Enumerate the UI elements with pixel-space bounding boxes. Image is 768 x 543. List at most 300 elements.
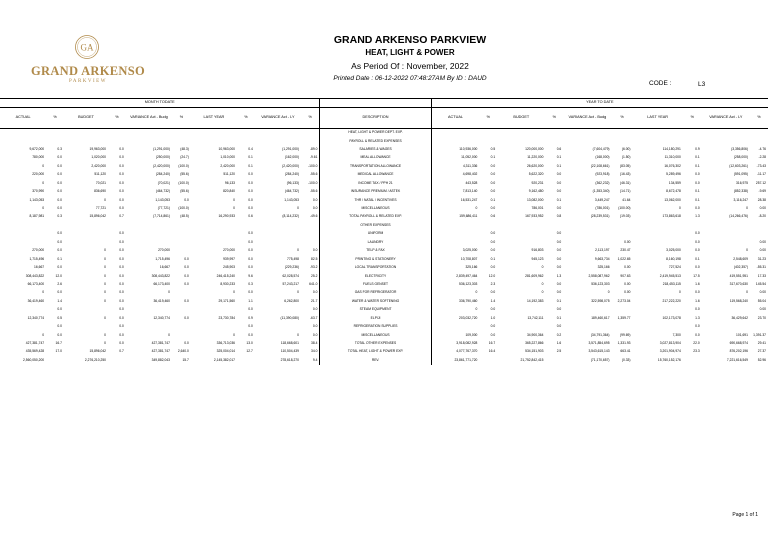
row-value: 230.47 [620, 248, 631, 253]
row-value: 36,419,460 [153, 298, 170, 303]
row-description: PAYROLL & RELATED EXPENSES [320, 137, 431, 145]
report-table [0, 98, 768, 365]
row-value: 0.0 [490, 332, 496, 337]
row-value [497, 137, 545, 145]
row-value: 0.0 [312, 248, 318, 253]
row-value [683, 221, 702, 229]
row-value: 7,813,140 [462, 189, 478, 194]
row-value [64, 323, 108, 331]
row-value: 641.0 [309, 281, 318, 286]
row-value: 0.00 [624, 281, 631, 286]
row-value: 0.0 [184, 315, 189, 320]
row-value: 12,340,774 [153, 315, 170, 320]
row-value [255, 238, 301, 246]
row-value: 534,151,903 [525, 349, 544, 354]
row-value: 10,963,000 [218, 146, 235, 151]
row-value: 21.7 [311, 298, 318, 303]
row-value: (70,021) [157, 180, 170, 185]
row-value [108, 129, 126, 137]
row-value: 1.4 [57, 298, 62, 303]
row-value: (16.43) [620, 172, 631, 177]
row-value: 10,708,807 [460, 256, 478, 261]
row-value: 0.0 [248, 231, 253, 236]
row-value: 0.0 [695, 172, 700, 177]
row-value: 2,558,087,962 [588, 273, 610, 278]
row-value: 1.6 [556, 341, 562, 345]
row-value: 9,162,480 [528, 189, 544, 194]
row-description: MEDICAL ALLOWANCE [320, 171, 431, 179]
row-description: INCOME TAX / PPH 21 [320, 179, 431, 187]
row-value: -8.20 [758, 214, 766, 219]
column-header: VARIANCE Act - Budg [126, 108, 172, 129]
table-row [0, 221, 768, 229]
row-value [255, 323, 301, 331]
row-value [0, 238, 46, 246]
row-value: 0.0 [57, 180, 62, 185]
row-value: 0.1 [248, 163, 253, 168]
row-value [497, 238, 545, 246]
row-value: 511,120 [94, 172, 107, 177]
row-value: 427,381,747 [25, 341, 45, 345]
row-value: (6.00) [621, 146, 631, 151]
row-value: 0 [104, 290, 107, 295]
row-value: 218,453,115 [662, 281, 681, 286]
row-value: (7,714,861) [153, 214, 170, 219]
row-value: 3,543,615,143 [588, 349, 610, 354]
row-value: 0.1 [490, 155, 496, 160]
row-value: 8,930,233 [220, 281, 235, 286]
row-value: 0.0 [248, 307, 253, 312]
row-value [545, 137, 563, 145]
row-value: 0.0 [184, 298, 189, 303]
brand-sub: PARKVIEW [69, 79, 107, 84]
row-value: 102,173,078 [662, 315, 681, 320]
row-value [563, 137, 611, 145]
row-value: 0.0 [695, 307, 700, 312]
row-value: 876,202,196 [729, 349, 748, 354]
printed-info: Printed Date : 06-12-2022 07:48:27AM By ID : DAUD [333, 75, 487, 82]
table-row [0, 145, 768, 153]
row-value: 0.0 [119, 231, 124, 236]
row-value: 945,123 [531, 256, 544, 261]
row-value: 34,900,364 [526, 332, 544, 337]
row-description: LAUNDRY [320, 238, 431, 246]
row-value: 0.0 [556, 172, 562, 177]
row-value: 0.0 [57, 155, 62, 160]
row-value: 14,192,383 [526, 298, 544, 303]
row-value: 0.0 [184, 281, 189, 286]
row-value [702, 221, 750, 229]
row-value: (96,133) [286, 180, 299, 185]
row-value: 0.3 [57, 214, 62, 219]
row-value: 1,022.65 [617, 256, 631, 261]
row-value [64, 221, 108, 229]
row-value: -100.0 [308, 163, 318, 168]
row-value: 13,062,000 [664, 197, 681, 202]
row-value [191, 238, 237, 246]
row-value: 0.00 [759, 206, 766, 210]
row-value: 4,698,402 [462, 172, 478, 177]
row-value: 245,903 [223, 265, 235, 270]
group-spacer [320, 99, 431, 108]
row-value: 0 [679, 290, 681, 295]
row-value: 0 [233, 206, 235, 210]
row-value: 4,077,767,370 [456, 349, 478, 354]
column-header-description: DESCRIPTION [320, 108, 431, 129]
row-value: (284,240) [155, 172, 170, 177]
table-row [0, 137, 768, 145]
row-value: 0 [168, 332, 170, 337]
row-value [683, 137, 702, 145]
code-value: L3 [698, 81, 706, 88]
row-value: 0.0 [57, 239, 62, 244]
row-value: 110,504,439 [280, 349, 299, 354]
row-value: 0.0 [248, 197, 253, 202]
row-value: 0.1 [556, 298, 562, 303]
row-value: 0.00 [759, 239, 766, 244]
row-description: TRANSPORTATION ALLOWANCE [320, 162, 431, 170]
row-value: (22,108,661) [590, 163, 610, 168]
row-value [126, 323, 172, 331]
column-header: VARIANCE Act - LY [702, 108, 750, 129]
row-value: 17.0 [55, 349, 62, 354]
row-value: 0 [42, 180, 45, 185]
row-value: (258,000) [733, 155, 748, 160]
row-value: 145.54 [755, 281, 766, 286]
row-value: 775,498 [287, 256, 299, 261]
row-value [172, 230, 191, 238]
row-value: 26,620,000 [526, 163, 544, 168]
row-description: TOTAL PAYROLL & RELATED EXP. [320, 213, 431, 221]
row-value: (46.31) [620, 180, 631, 185]
row-value: 0.0 [184, 256, 189, 261]
row-value [172, 289, 191, 297]
row-value [612, 129, 633, 137]
row-value: 0.0 [119, 341, 124, 345]
row-value [750, 137, 768, 145]
row-value: (83.05) [620, 163, 631, 168]
row-value [191, 306, 237, 314]
row-value: 12,340,774 [27, 315, 45, 320]
row-value: 57,243,217 [282, 281, 299, 286]
table-row [0, 129, 768, 137]
row-value: 0.0 [312, 332, 318, 337]
row-value: 0.0 [248, 189, 253, 194]
row-value: 349,882,043 [151, 357, 170, 362]
row-value: 23,730,784 [218, 315, 235, 320]
row-value: 1.6 [695, 298, 700, 303]
row-value: 0.0 [57, 332, 62, 337]
row-value: 511,120 [223, 172, 235, 177]
row-value: 15.7 [182, 357, 189, 362]
table-row [0, 238, 768, 246]
row-value [172, 238, 191, 246]
row-value: 4,311,336 [462, 163, 478, 168]
row-value: 0 [104, 315, 107, 320]
row-value: 0.7 [119, 349, 124, 354]
row-description: UNIFORM [320, 230, 431, 238]
row-value: 0.00 [759, 307, 766, 312]
row-value: 0 [104, 256, 107, 261]
row-value: 0.00 [624, 239, 631, 244]
row-value: 325,004,014 [216, 349, 235, 354]
row-description: SALARIES & WAGES [320, 145, 431, 153]
row-value: (19.03) [620, 214, 631, 219]
row-value: (2,420,000) [282, 163, 299, 168]
row-value [191, 221, 237, 229]
row-value [683, 129, 702, 137]
row-value: 0.0 [490, 290, 496, 295]
row-value: 0 [475, 290, 478, 295]
row-value: 0.0 [119, 307, 124, 312]
row-value [46, 129, 64, 137]
row-value: 0.0 [556, 256, 562, 261]
table-row [0, 314, 768, 322]
row-value: 101,691 [736, 332, 748, 337]
row-value: 0 [541, 281, 544, 286]
row-value: 0.0 [119, 197, 124, 202]
row-value: 15,760,152,176 [657, 357, 681, 362]
row-value: 36,419,460 [27, 298, 45, 303]
row-value: 0.0 [57, 189, 62, 194]
row-value: 0.0 [490, 248, 496, 253]
row-value: -55.6 [309, 172, 318, 177]
row-value [191, 323, 237, 331]
table-row [0, 264, 768, 272]
row-value: 118,668,601 [280, 341, 299, 345]
row-value: 0.4 [248, 146, 253, 151]
row-description: PRINTING & STATIONERY [320, 255, 431, 263]
row-value: (100.0) [178, 180, 189, 185]
row-value: 2,560,050,200 [23, 357, 45, 362]
column-header: % [46, 108, 64, 129]
row-value [431, 230, 479, 238]
row-value: 173,863,618 [662, 214, 681, 219]
row-value: 0.0 [695, 206, 700, 210]
row-value [702, 306, 750, 314]
row-value: 3,027,813,904 [659, 341, 681, 345]
row-value [126, 221, 172, 229]
row-value: 0.0 [248, 332, 253, 337]
row-value: (100.00) [618, 206, 631, 210]
row-value [750, 129, 768, 137]
row-value: 1.6 [695, 281, 700, 286]
row-value: 0.0 [695, 290, 700, 295]
row-value: 0.0 [248, 180, 253, 185]
row-value: 1,359.77 [617, 315, 631, 320]
row-value: 2,145,382,017 [213, 357, 235, 362]
row-value: 0.0 [57, 197, 62, 202]
table-row [0, 356, 768, 364]
row-value: 0.0 [119, 315, 124, 320]
column-header: BUDGET [64, 108, 108, 129]
column-header: LAST YEAR [191, 108, 237, 129]
row-value: 0 [541, 290, 544, 295]
row-value: 0 [297, 248, 299, 253]
column-header: % [172, 108, 191, 129]
row-value: (250,000) [155, 155, 170, 160]
row-description: TELP & FAX [320, 247, 431, 255]
row-description: WATER & WATER SOFTENING [320, 297, 431, 305]
row-value: 0.0 [490, 265, 496, 270]
row-value: 9,672,000 [29, 146, 45, 151]
row-value: 836,690 [94, 189, 107, 194]
row-value: 0.0 [490, 180, 496, 185]
row-value [545, 356, 563, 364]
row-value: -4.76 [758, 146, 766, 151]
row-value [545, 221, 563, 229]
row-value: 336,790,460 [459, 298, 478, 303]
row-value: (1.50) [621, 155, 631, 160]
row-value: 23.70 [757, 315, 766, 320]
row-value: 0 [233, 197, 235, 202]
row-value: 0 [42, 290, 45, 295]
row-value: 17.33 [757, 273, 766, 278]
row-value: 0 [297, 290, 299, 295]
brand-name: GRAND ARKENSO [31, 64, 145, 78]
row-value: -9.69 [758, 189, 766, 194]
row-value: 23.3 [693, 349, 700, 354]
row-value [126, 230, 172, 238]
row-value: 16.7 [55, 341, 62, 345]
row-value: 0 [297, 332, 299, 337]
table-row [0, 196, 768, 204]
row-value: 0.0 [248, 206, 253, 210]
row-value: 0.0 [248, 324, 253, 329]
row-value: 0.0 [490, 163, 496, 168]
row-value: 0 [746, 248, 748, 253]
row-value: 11,220,000 [527, 155, 544, 160]
row-value [633, 221, 683, 229]
row-value [702, 323, 750, 331]
row-value: 0.0 [119, 324, 124, 329]
row-value: 8,187,981 [29, 214, 45, 219]
row-value: 9.6 [248, 273, 253, 278]
row-description: MISCELLANEOUS [320, 331, 431, 339]
row-value: 0.0 [248, 172, 253, 177]
row-value: 257.12 [755, 180, 766, 185]
row-value: 0.0 [119, 273, 124, 278]
row-value: 308,443,822 [151, 273, 170, 278]
table-row [0, 331, 768, 339]
row-value: 27.37 [757, 349, 766, 354]
row-value: 0.0 [695, 231, 700, 236]
row-value: -100.0 [308, 180, 318, 185]
row-description: GAS FOR REFRIGERATOR [320, 289, 431, 297]
row-value: 0.5 [57, 315, 62, 320]
row-value [255, 137, 301, 145]
column-header: % [479, 108, 497, 129]
group-year-todate: YEAR TO DATE [431, 99, 768, 108]
row-value [126, 238, 172, 246]
row-value [497, 129, 545, 137]
row-value: 0.0 [184, 273, 189, 278]
row-value [64, 137, 108, 145]
logo-monogram-icon [74, 34, 100, 60]
row-value: 66,173,400 [153, 281, 170, 286]
row-value: 0.0 [695, 332, 700, 337]
row-value: 0.0 [119, 332, 124, 337]
row-value: 203,032,720 [459, 315, 478, 320]
row-description: MISCELLANEOUS [320, 204, 431, 212]
row-value [237, 356, 255, 364]
row-value: (48.3) [180, 146, 189, 151]
row-value: 167,933,952 [525, 214, 544, 219]
row-value: 0.0 [248, 248, 253, 253]
row-value: 13,082,000 [526, 197, 544, 202]
row-value: 0 [104, 332, 107, 337]
row-value: 3,025,000 [666, 248, 681, 253]
row-value: 23,861,771,720 [454, 357, 478, 362]
row-value: 16.4 [488, 349, 496, 354]
row-value: 907.63 [620, 273, 631, 278]
row-value [497, 323, 545, 331]
row-value: 443,528 [465, 180, 478, 185]
row-value [633, 137, 683, 145]
row-value: 0 [42, 163, 45, 168]
row-value: 77,721 [95, 206, 107, 210]
row-value: 317,670,630 [729, 281, 748, 286]
row-value [0, 137, 46, 145]
row-description: HEAT, LIGHT & POWER DEPT. EXP. [320, 129, 431, 137]
row-value: 0.0 [248, 256, 253, 261]
row-value: 0.0 [119, 239, 124, 244]
row-value: -55.6 [309, 189, 318, 194]
row-value: 19,963,000 [89, 146, 107, 151]
row-value: 0 [746, 206, 748, 210]
report-period: As Period Of : November, 2022 [351, 61, 469, 71]
row-value: 308,443,822 [25, 273, 45, 278]
row-value: 365,227,866 [525, 341, 544, 345]
column-header: % [108, 108, 126, 129]
table-row [0, 247, 768, 255]
table-row [0, 204, 768, 212]
row-value: 0.0 [119, 172, 124, 177]
row-value [497, 230, 545, 238]
row-value [431, 238, 479, 246]
row-value: 0.0 [556, 206, 562, 210]
row-value [255, 221, 301, 229]
row-value: 0.0 [490, 239, 496, 244]
row-value: -93.2 [309, 265, 318, 270]
row-value: (229,236) [284, 265, 299, 270]
row-value: 62,028,574 [282, 273, 299, 278]
row-value [64, 238, 108, 246]
row-value: 0.0 [556, 189, 562, 194]
row-value: 9,663,734 [594, 256, 610, 261]
row-value: 0.0 [556, 281, 562, 286]
row-value [612, 230, 633, 238]
row-value [172, 323, 191, 331]
row-value: 1.3 [695, 315, 700, 320]
row-value: (362,232) [595, 180, 610, 185]
row-value: 0.0 [490, 307, 496, 312]
row-value: 0.0 [312, 197, 318, 202]
row-value: 0.0 [490, 324, 496, 329]
row-value: 0 [104, 298, 107, 303]
table-row [0, 348, 768, 356]
table-row [0, 171, 768, 179]
row-value: 0.0 [556, 265, 562, 270]
row-value [431, 137, 479, 145]
row-value [479, 356, 497, 364]
row-value [172, 306, 191, 314]
table-row [0, 230, 768, 238]
row-value: 0.0 [57, 324, 62, 329]
row-value [0, 230, 46, 238]
row-value: 6,262,800 [284, 298, 299, 303]
row-value: 780,000 [32, 155, 45, 160]
